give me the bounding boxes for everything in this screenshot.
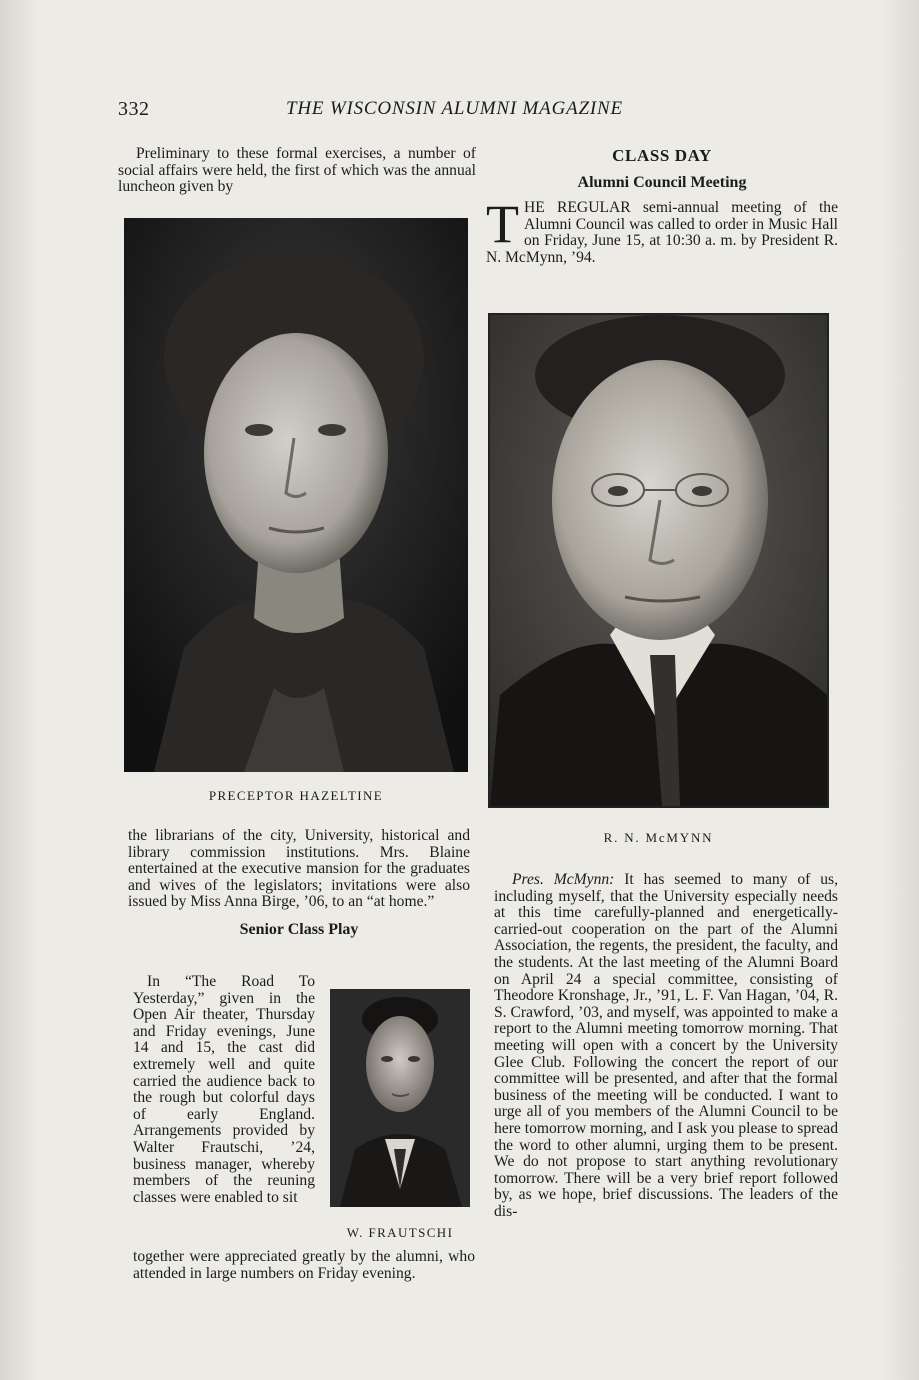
photo-caption-hazeltine: PRECEPTOR HAZELTINE — [208, 788, 384, 803]
right-column — [486, 146, 838, 266]
photo-caption-frautschi: W. FRAUTSCHI — [346, 1225, 454, 1240]
portrait-man-icon — [330, 989, 470, 1207]
play-continuation — [133, 1249, 475, 1282]
left-column — [118, 146, 476, 196]
photo-mcmynn — [488, 313, 829, 808]
photo-preceptor-hazeltine — [124, 218, 468, 772]
play-column — [133, 974, 315, 1206]
page-number: 332 — [118, 98, 150, 120]
play-paragraph: In “The Road To Yesterday,” given in the Open Air theater, Thursday and Friday evenings, June 14 and 15, the cast did extremely well and quite carried the audience back to the rough but colorful days of early England. Arrangements provided by Walter Frautschi, ’24, business manager, whereby members of the reuning classes were enabled to sit — [133, 973, 315, 1206]
drop-cap: T — [486, 194, 519, 254]
intro-paragraph: Preliminary to these formal exercises, a number of social affairs were held, the first of which was the annual luncheon given by — [118, 145, 476, 196]
photo-frautschi — [330, 989, 470, 1207]
page-header — [118, 98, 838, 128]
alumni-council-heading: Alumni Council Meeting — [577, 174, 747, 191]
speaker-label: Pres. McMynn: — [512, 871, 615, 888]
magazine-title: THE WISCONSIN ALUMNI MAGAZINE — [286, 98, 623, 119]
mcmynn-speech-block — [494, 872, 838, 1220]
portrait-man-glasses-icon — [490, 315, 827, 806]
council-paragraph: HE REGULAR semi-annual meeting of the Alumni Council was called to order in Music Hall on Friday, June 15, at 10:30 a. m. by President R. N. McMynn, ’94. — [486, 199, 838, 266]
photo-caption-mcmynn: R. N. McMYNN — [603, 830, 714, 845]
class-day-heading: CLASS DAY — [612, 146, 712, 165]
mcmynn-speech — [494, 872, 838, 1220]
portrait-woman-icon — [124, 218, 468, 772]
left-continuation — [128, 828, 470, 941]
play-paragraph-end: together were appreciated greatly by the alumni, who attended in large numbers on Friday evening. — [133, 1248, 475, 1282]
speech-text: It has seemed to many of us, including myself, that the University especially needs at this time carefully-planned and energetically-carried-out cooperation on the part of the Alumni Association, the regents, the president, the faculty, and the students. At the last meeting of the Alumni Board on April 24 a special committee, consisting of Theodore Kronshage, Jr., ’91, L. F. Van Hagan, ’04, R. S. Crawford, ’03, and myself, was appointed to make a report to the Alumni meeting tomorrow morning. That meeting will open with a concert by the University Glee Club. Following the concert the report of our committee will be presented, and after that the formal business of the meeting will be conducted. I want to urge all of you members of the Alumni Council to be here tomorrow morning, and I ask you please to spread the word to other alumni, urging them to be present. We do not propose to start anything revolutionary tomorrow. There will be a very brief report followed by, as we hope, brief discussions. The leaders of the dis- — [494, 871, 838, 1220]
senior-class-play-heading: Senior Class Play — [239, 920, 359, 938]
librarians-paragraph: the librarians of the city, University, historical and library commission institutions. Mrs. Blaine entertained at the executive mansion for the graduates and wives of the legislators; invitations were also issued by Miss Anna Birge, ’06, to an “at home.” — [128, 827, 470, 911]
council-paragraph-block — [486, 194, 838, 266]
